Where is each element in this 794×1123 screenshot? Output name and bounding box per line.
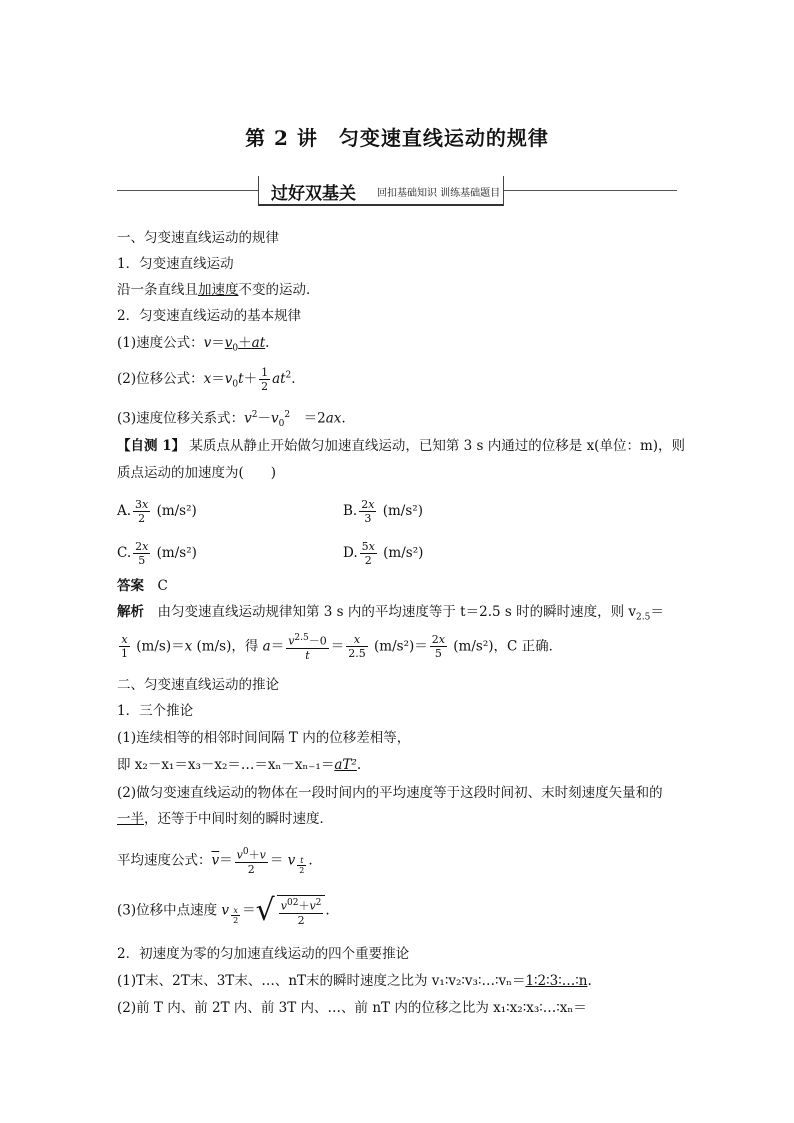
page-title: 第 2 讲 匀变速直线运动的规律 [245, 126, 549, 150]
option-a[interactable]: A. $\frac{3x}{2}$ (m/s²) [117, 498, 197, 525]
answer-line: 答案 C [117, 578, 168, 594]
option-d[interactable]: D. $\frac{5x}{2}$ (m/s²) [343, 540, 424, 567]
displacement-formula: (2)位移公式：$x=v_0t+$ $\frac{1}{2}$ $at^2$. [117, 366, 296, 393]
option-c[interactable]: C. $\frac{2x}{5}$ (m/s²) [117, 540, 197, 567]
question-stem-line1: 【自测 1】 某质点从静止开始做匀加速直线运动，已知第 3 s 内通过的位移是 x(单位：m)，则 [117, 438, 686, 454]
sec1-s1-heading: 1．匀变速直线运动 [117, 256, 234, 272]
sec2-heading: 二、匀变速直线运动的推论 [117, 677, 279, 693]
inference-2-line1: (2)做匀变速直线运动的物体在一段时间内的平均速度等于这段时间初、末时刻速度矢量和的 [117, 785, 663, 801]
banner-main-text: 过好双基关 [271, 184, 356, 204]
inference-1: (1)连续相等的相邻时间间隔 T 内的位移差相等， [117, 730, 411, 746]
banner-sub-text: 回扣基础知识 训练基础题目 [377, 188, 501, 199]
sec1-heading: 一、匀变速直线运动的规律 [117, 230, 279, 246]
sec2-s2-heading: 2．初速度为零的匀加速直线运动的四个重要推论 [117, 946, 410, 962]
sec1-s2-heading: 2．匀变速直线运动的基本规律 [117, 308, 302, 324]
section-banner [258, 176, 504, 206]
velocity-displacement-formula: (3)速度位移关系式：$v^2-v_0^2$ ＝2ax. [117, 410, 346, 430]
question-stem-line2: 质点运动的加速度为( ) [117, 465, 277, 481]
velocity-formula: (1)速度公式：$v=v_0+at$. [117, 335, 270, 354]
analysis-line1: 解析 由匀变速直线运动规律知第 3 s 内的平均速度等于 t＝2.5 s 时的瞬时速度，则 $v_{2.5}=$ [117, 604, 664, 623]
inference-1-eq: 即 x₂－x₁＝x₃－x₂＝…＝xₙ－xₙ₋₁＝aT². [117, 757, 362, 773]
option-b[interactable]: B. $\frac{2x}{3}$ (m/s²) [343, 498, 423, 525]
banner-line-left [117, 190, 258, 191]
ratio-1: (1)T末、2T末、3T末、…、nT末的瞬时速度之比为 v₁∶v₂∶v₃∶…∶vₙ＝1∶2∶3∶…∶n. [117, 973, 592, 989]
sec1-definition: 沿一条直线且加速度不变的运动． [117, 282, 320, 298]
ratio-2: (2)前 T 内、前 2T 内、前 3T 内、…、前 nT 内的位移之比为 x₁∶x₂∶x₃∶…∶xₙ＝ [117, 1000, 587, 1016]
analysis-line2: $\frac{x}{1}$ (m/s)＝x (m/s)，得 a＝ $\frac{v^{2.5}-0}{t}$ ＝ $\frac{x}{2.5}$ (m/s²)＝ $\frac{2x}{5}$ (m/s²)，C 正确． [121, 633, 563, 662]
banner-line-right [503, 190, 677, 191]
inference-2-line2: 一半，还等于中间时刻的瞬时速度． [117, 811, 333, 827]
midpoint-velocity-formula: (3)位移中点速度 v $_{\frac{x}{2}}$ ＝√ $\frac{v^{02}+v^2}{2}$ . [117, 892, 330, 928]
average-velocity-formula: 平均速度公式：$\overline{v}=$ $\frac{v^0+v}{2}$ ＝ v $_{\frac{t}{2}}$ . [117, 847, 313, 876]
sec2-s1-heading: 1．三个推论 [117, 703, 194, 719]
